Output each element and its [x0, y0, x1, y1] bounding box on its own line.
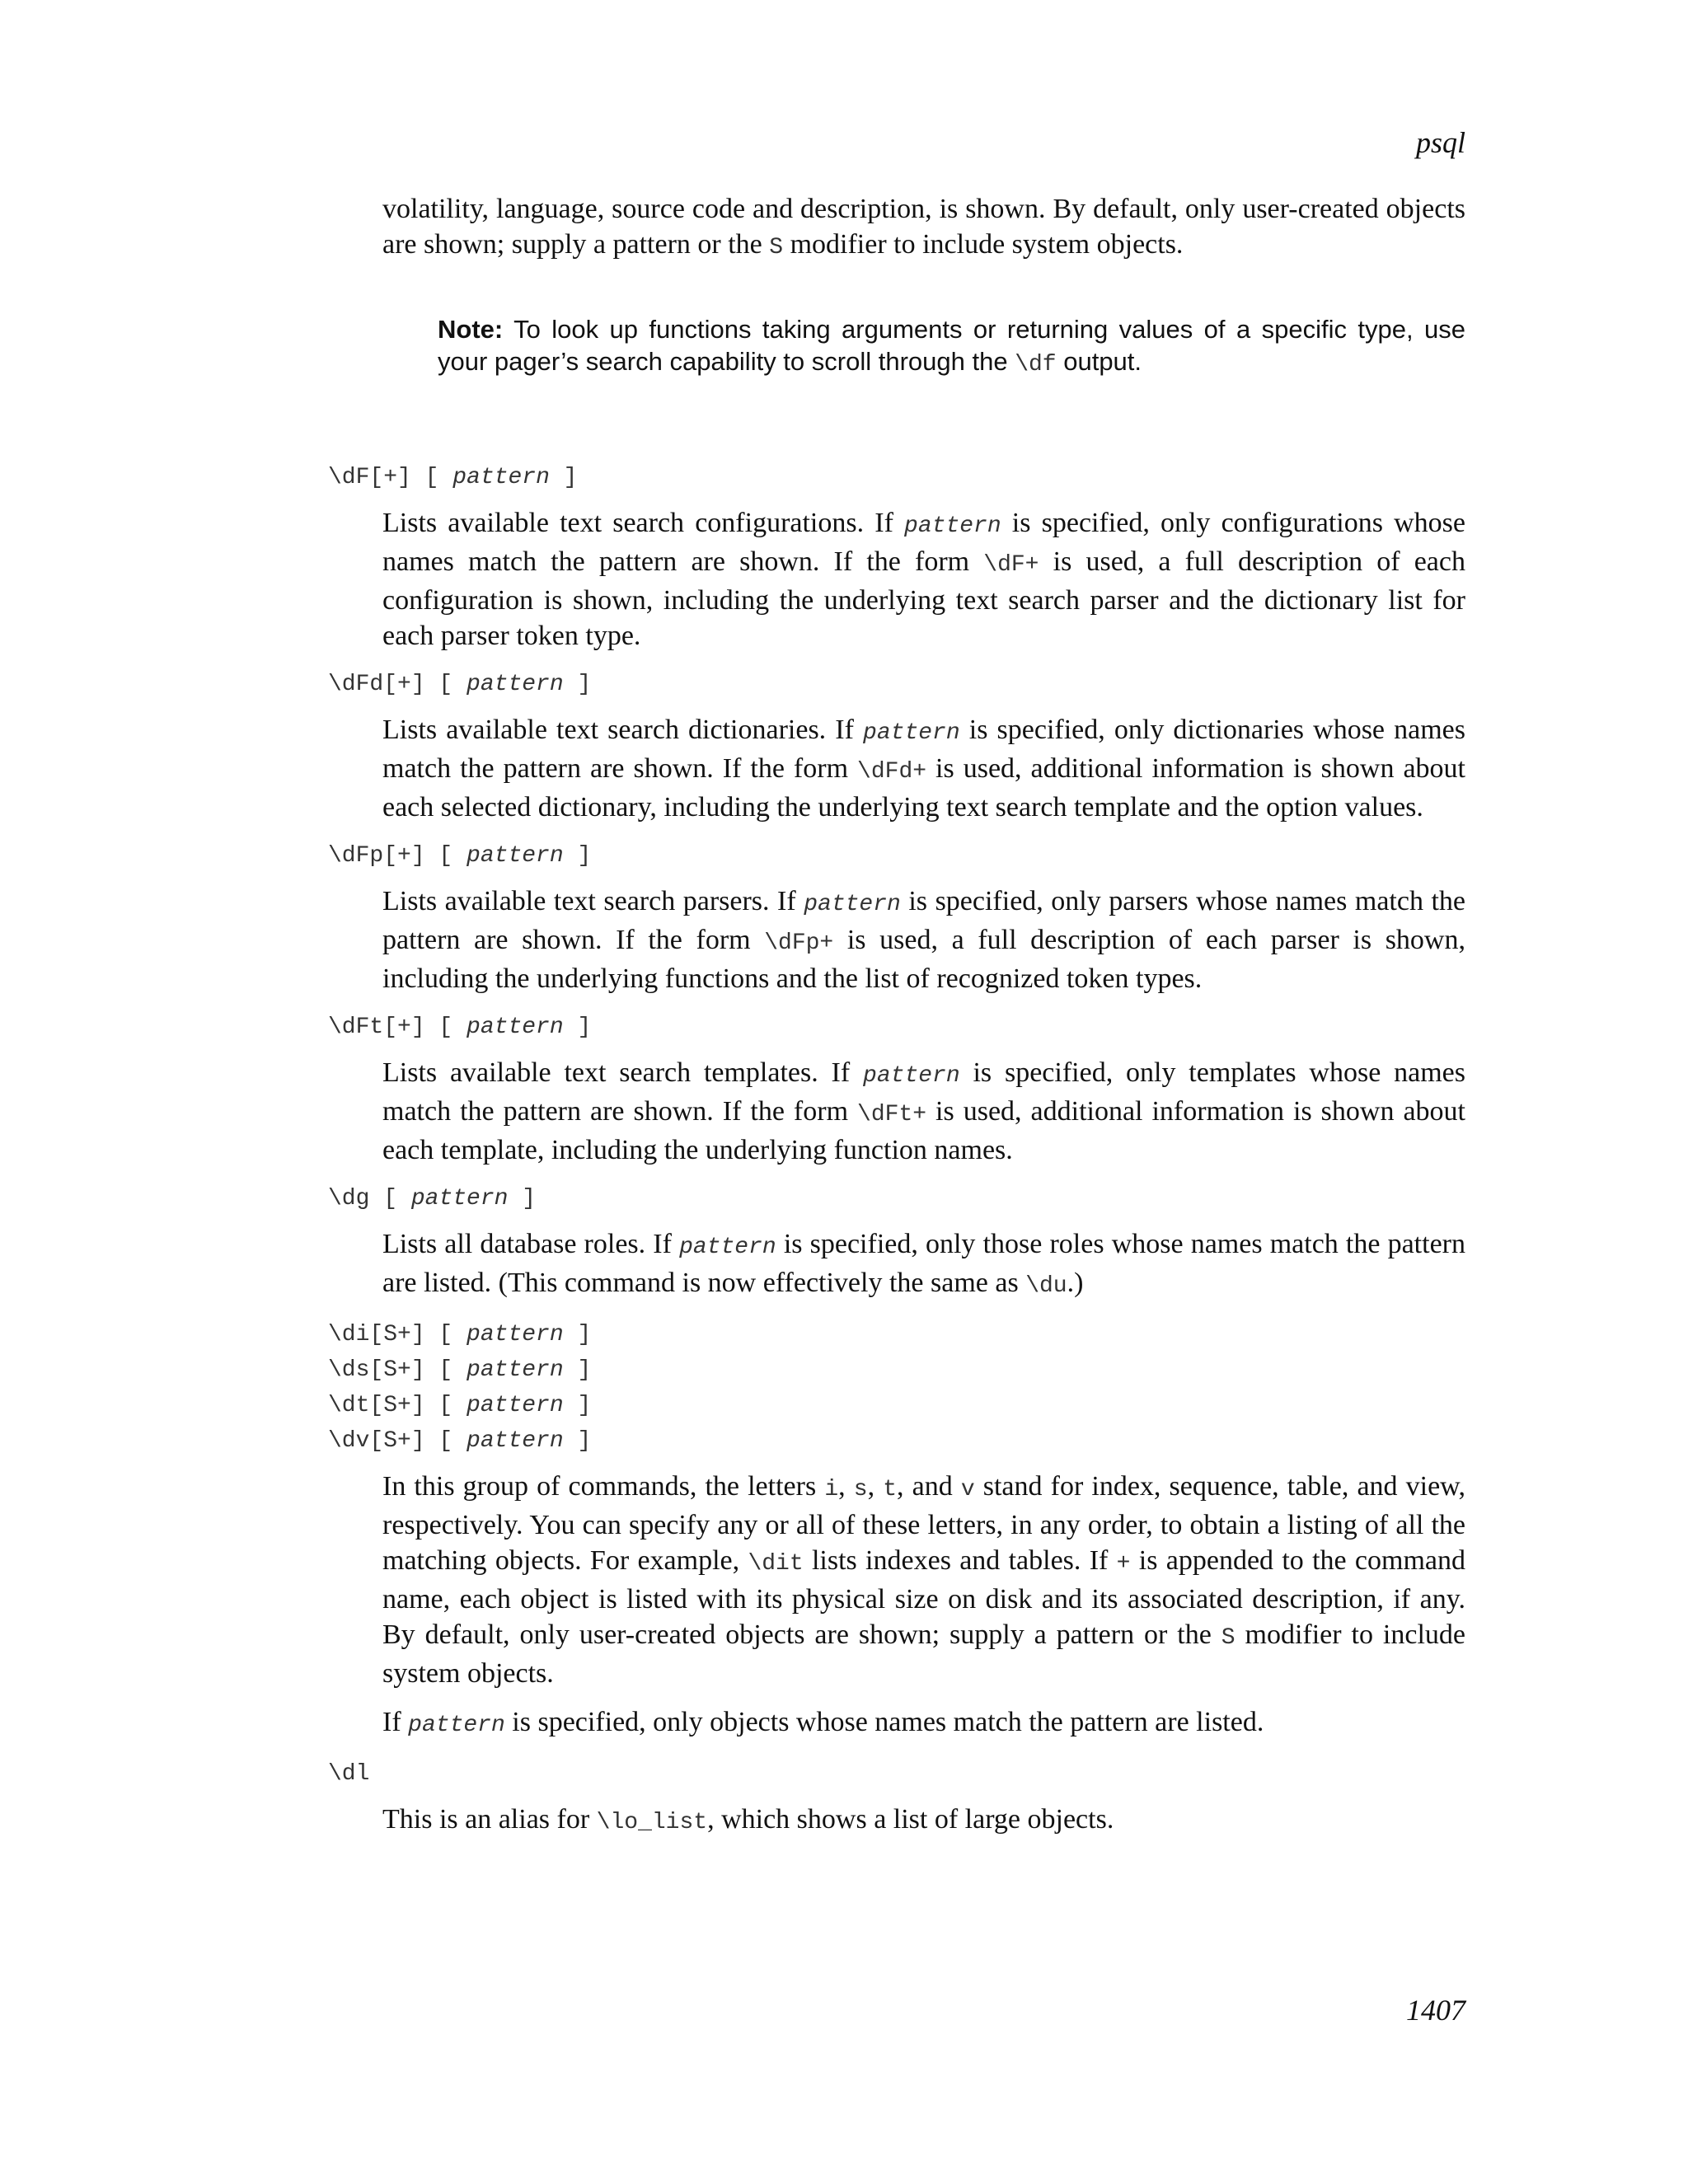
command-term-dv: \dv[S+] [ pattern ] — [328, 1428, 592, 1454]
command-term-dFp: \dFp[+] [ pattern ] — [328, 843, 592, 869]
description-dFd: Lists available text search dictionaries. If pattern is specified, only dictionaries whose names match the pattern are shown. If the form \dFd+ is used, additional information is shown about each selected dictionary, including the underlying text search template and the option values. — [382, 715, 1465, 823]
running-header: psql — [1415, 126, 1465, 159]
note-label: Note: — [438, 315, 504, 344]
command-term-dF: \dF[+] [ pattern ] — [328, 465, 578, 490]
command-term-dFd: \dFd[+] [ pattern ] — [328, 672, 592, 697]
description-dFp: Lists available text search parsers. If pattern is specified, only parsers whose names match the pattern are shown. If the form \dFp+ is used, a full description of each parser is shown, including the underlying functions and the list of recognized token types. — [382, 886, 1466, 994]
inline-code: \df — [1015, 352, 1057, 377]
description-group-pattern: If pattern is specified, only objects whose names match the pattern are listed. — [382, 1707, 1264, 1738]
command-term-di: \di[S+] [ pattern ] — [328, 1322, 592, 1347]
description-group: In this group of commands, the letters i, s, t, and v stand for index, sequence, table, and view, respectively. You can specify any or all of these letters, in any order, to obtain a listing of all the matching objects. For example, \dit lists indexes and tables. If + is appended to the command name, each object is listed with its physical size on disk and its associated description, if any. By default, only user-created objects are shown; supply a pattern or the S modifier to include system objects. — [382, 1471, 1466, 1689]
description-dl: This is an alias for \lo_list, which shows a list of large objects. — [382, 1804, 1114, 1835]
inline-code: S — [769, 235, 784, 260]
command-term-ds: \ds[S+] [ pattern ] — [328, 1357, 592, 1383]
command-term-dg: \dg [ pattern ] — [328, 1186, 537, 1212]
command-term-dl: \dl — [328, 1761, 370, 1787]
intro-paragraph: volatility, language, source code and description, is shown. By default, only user-created objects are shown; supply a pattern or the S modifier to include system objects. — [382, 194, 1465, 260]
command-term-dt: \dt[S+] [ pattern ] — [328, 1393, 592, 1418]
page-number: 1407 — [1406, 1994, 1465, 2027]
page-content — [328, 191, 1465, 1854]
description-dg: Lists all database roles. If pattern is specified, only those roles whose names match the pattern are listed. (This command is now effectively the same as \du.) — [382, 1229, 1465, 1299]
description-dFt: Lists available text search templates. If pattern is specified, only templates whose names match the pattern are shown. If the form \dFt+ is used, additional information is shown about each template, including the underlying function names. — [382, 1057, 1465, 1165]
note-box: Note: To look up functions taking arguments or returning values of a specific type, use your pager’s search capability to scroll through the \df output. — [438, 315, 1465, 377]
command-term-dFt: \dFt[+] [ pattern ] — [328, 1015, 592, 1040]
description-dF: Lists available text search configurations. If pattern is specified, only configurations whose names match the pattern are shown. If the form \dF+ is used, a full description of each configuration is shown, including the underlying text search parser and the dictionary list for each parser token type. — [382, 508, 1465, 651]
